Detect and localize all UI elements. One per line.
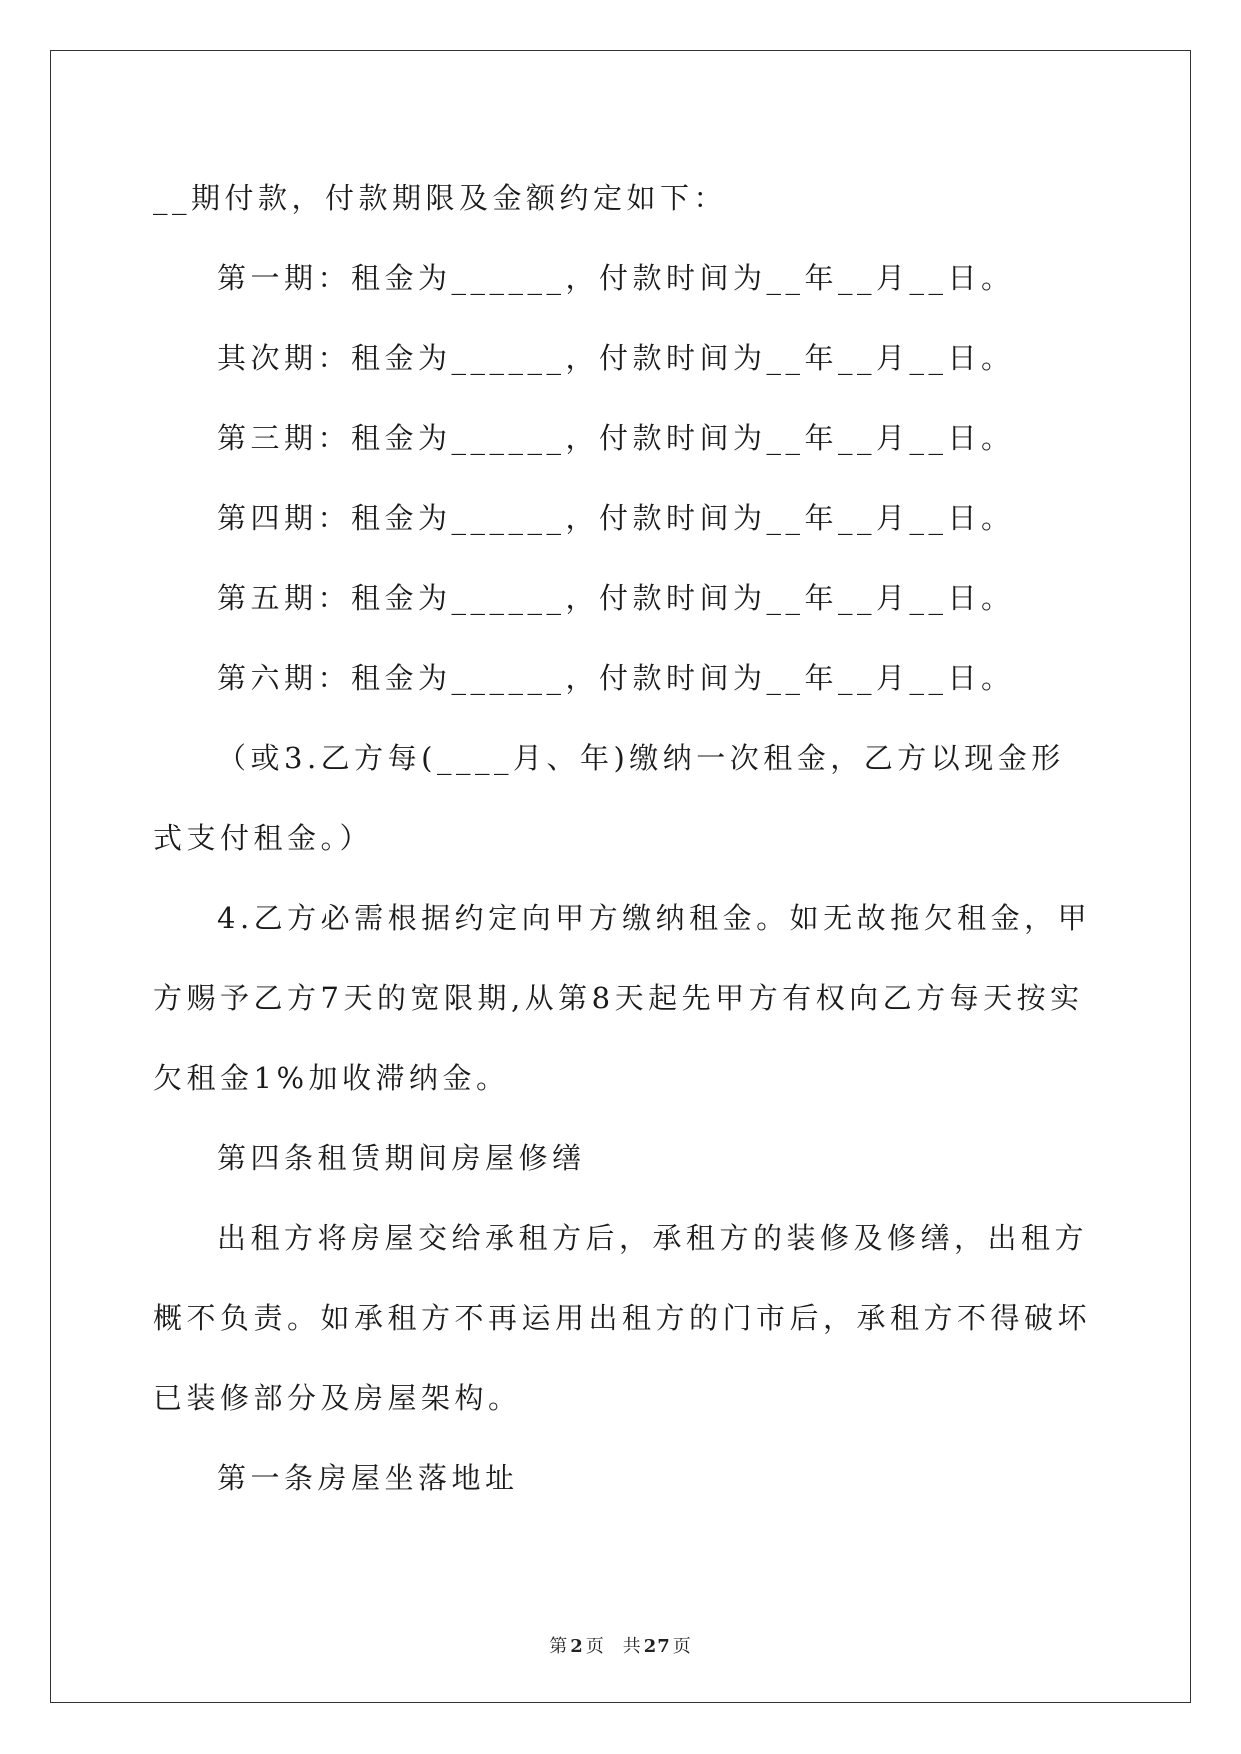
paragraph-installment-5: 第五期：租金为______，付款时间为__年__月__日。 (217, 581, 1015, 615)
paragraph-installment-4: 第四期：租金为______，付款时间为__年__月__日。 (217, 501, 1015, 535)
paragraph-installment-6: 第六期：租金为______，付款时间为__年__月__日。 (217, 661, 1015, 695)
footer-page-prefix: 第 (549, 1636, 569, 1657)
paragraph-repairs: 出租方将房屋交给承租方后，承租方的装修及修缮，出租方概不负责。如承租方不再运用出租方的门市后，承租方不得破坏已装修部分及房屋架构。 (153, 1221, 1092, 1415)
paragraph-installment-2: 其次期：租金为______，付款时间为__年__月__日。 (217, 341, 1015, 375)
footer-total-pages: 27 (643, 1636, 671, 1657)
heading-article-1: 第一条房屋坐落地址 (217, 1461, 519, 1495)
page-footer (0, 1632, 1241, 1658)
footer-total-prefix: 共 (622, 1636, 642, 1657)
heading-article-4: 第四条租赁期间房屋修缮 (217, 1141, 586, 1175)
footer-total-suffix: 页 (672, 1636, 692, 1657)
paragraph-payment-terms: __期付款，付款期限及金额约定如下： (153, 181, 728, 215)
footer-page-suffix: 页 (585, 1636, 605, 1657)
paragraph-installment-3: 第三期：租金为______，付款时间为__年__月__日。 (217, 421, 1015, 455)
paragraph-late-fee: 4.乙方必需根据约定向甲方缴纳租金。如无故拖欠租金，甲方赐予乙方7天的宽限期,从第8天起先甲方有权向乙方每天按实欠租金1%加收滞纳金。 (153, 901, 1092, 1095)
paragraph-installment-1: 第一期：租金为______，付款时间为__年__月__日。 (217, 261, 1015, 295)
document-body (153, 158, 1093, 1518)
paragraph-alternative-payment: （或3.乙方每(____月、年)缴纳一次租金，乙方以现金形式支付租金。） (153, 741, 1065, 855)
footer-page-number: 2 (570, 1636, 584, 1657)
